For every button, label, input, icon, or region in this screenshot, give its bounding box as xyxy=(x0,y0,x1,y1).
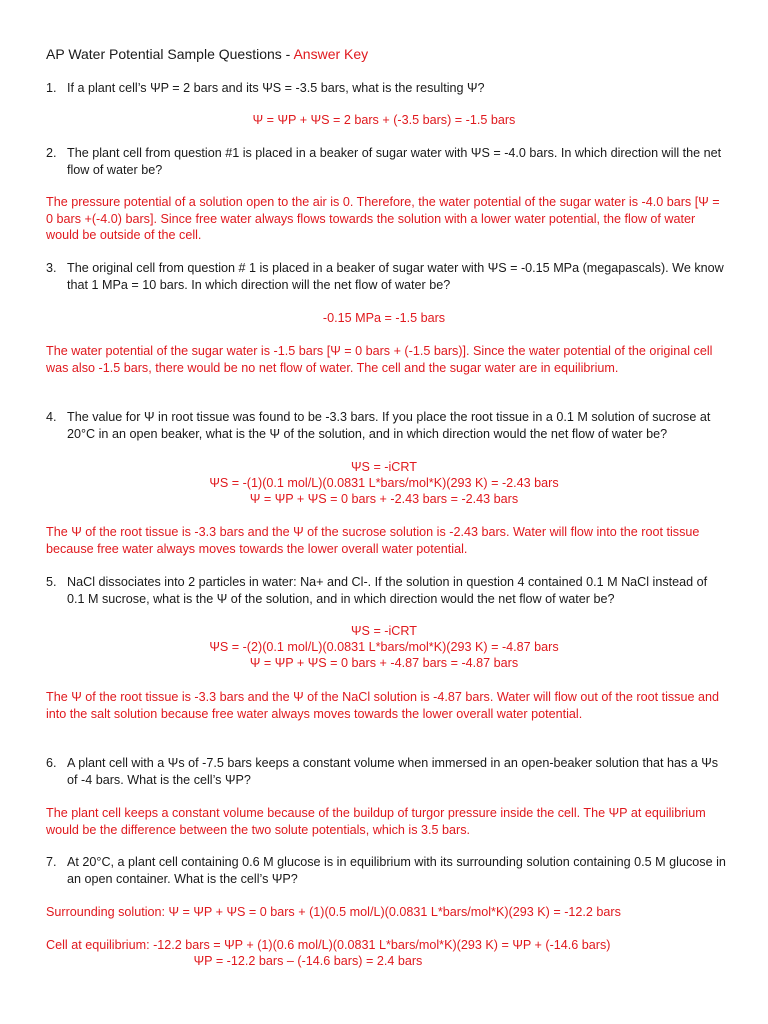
question-6 xyxy=(46,755,726,788)
equation-5c: Ψ = ΨP + ΨS = 0 bars + -4.87 bars = -4.87 bars xyxy=(249,656,519,670)
question-text: NaCl dissociates into 2 particles in water: Na+ and Cl-. If the solution in question 4 contained 0.1 M NaCl instead of 0.1 M sucrose, what is the Ψ of the solution, and in which direction would the net flow of water be? xyxy=(67,575,708,606)
question-number: 7. xyxy=(46,855,57,869)
result-7: ΨP = -12.2 bars – (-14.6 bars) = 2.4 bars xyxy=(193,954,423,968)
equation-5a: ΨS = -iCRT xyxy=(351,624,417,638)
question-7 xyxy=(46,854,726,887)
question-number: 6. xyxy=(46,756,57,770)
question-number: 3. xyxy=(46,261,57,275)
question-text: If a plant cell’s ΨP = 2 bars and its ΨS = -3.5 bars, what is the resulting Ψ? xyxy=(67,81,485,95)
conversion-3: -0.15 MPa = -1.5 bars xyxy=(322,311,446,325)
cell-equilibrium-calc: Cell at equilibrium: -12.2 bars = ΨP + (1)(0.6 mol/L)(0.0831 L*bars/mol*K)(293 K) = ΨP + (-14.6 bars) xyxy=(46,938,611,952)
title-answer-key: Answer Key xyxy=(293,46,369,62)
question-text: The value for Ψ in root tissue was found to be -3.3 bars. If you place the root tissue in a 0.1 M solution of sucrose at 20°C in an open beaker, what is the Ψ of the solution, and in which direction would the net flow of water be? xyxy=(67,410,711,441)
question-text: At 20°C, a plant cell containing 0.6 M glucose is in equilibrium with its surrounding solution containing 0.5 M glucose in an open container. What is the cell’s ΨP? xyxy=(67,855,726,886)
equation-4c: Ψ = ΨP + ΨS = 0 bars + -2.43 bars = -2.43 bars xyxy=(249,492,519,506)
page-title xyxy=(46,46,368,63)
answer-3: The water potential of the sugar water is -1.5 bars [Ψ = 0 bars + (-1.5 bars)]. Since the water potential of the original cell was also -1.5 bars, there would be no net flow of water. The cell and the sugar water are in equilibrium. xyxy=(46,344,713,375)
title-main: AP Water Potential Sample Questions - xyxy=(46,46,294,62)
surrounding-solution-calc: Surrounding solution: Ψ = ΨP + ΨS = 0 bars + (1)(0.5 mol/L)(0.0831 L*bars/mol*K)(293 K) = -12.2 bars xyxy=(46,905,621,919)
answer-6: The plant cell keeps a constant volume because of the buildup of turgor pressure inside the cell. The ΨP at equilibrium would be the difference between the two solute potentials, which is 3.5 bars. xyxy=(46,806,706,837)
question-text: A plant cell with a Ψs of -7.5 bars keeps a constant volume when immersed in an open-beaker solution that has a Ψs of -4 bars. What is the cell’s ΨP? xyxy=(67,756,719,787)
question-text: The original cell from question # 1 is placed in a beaker of sugar water with ΨS = -0.15 MPa (megapascals). We know that 1 MPa = 10 bars. In which direction will the net flow of water be? xyxy=(67,261,724,292)
question-number: 4. xyxy=(46,410,57,424)
question-2 xyxy=(46,145,726,178)
question-4 xyxy=(46,409,726,442)
answer-4: The Ψ of the root tissue is -3.3 bars and the Ψ of the sucrose solution is -2.43 bars. Water will flow into the root tissue because free water always moves towards the lower overall water potential. xyxy=(46,525,700,556)
equation-4b: ΨS = -(1)(0.1 mol/L)(0.0831 L*bars/mol*K)(293 K) = -2.43 bars xyxy=(209,476,559,490)
equation-5b: ΨS = -(2)(0.1 mol/L)(0.0831 L*bars/mol*K)(293 K) = -4.87 bars xyxy=(209,640,559,654)
answer-5: The Ψ of the root tissue is -3.3 bars and the Ψ of the NaCl solution is -4.87 bars. Water will flow out of the root tissue and into the salt solution because free water always moves towards the lower overall water potential. xyxy=(46,690,719,721)
question-number: 2. xyxy=(46,146,57,160)
question-3 xyxy=(46,260,726,293)
answer-2: The pressure potential of a solution open to the air is 0. Therefore, the water potential of the sugar water is -4.0 bars [Ψ = 0 bars +(-4.0) bars]. Since free water always flows towards the solution with a lower water potential, the flow of water would be outside of the cell. xyxy=(46,195,720,243)
question-text: The plant cell from question #1 is placed in a beaker of sugar water with ΨS = -4.0 bars. In which direction will the net flow of water be? xyxy=(67,146,722,177)
question-number: 5. xyxy=(46,575,57,589)
answer-1: Ψ = ΨP + ΨS = 2 bars + (-3.5 bars) = -1.5 bars xyxy=(252,113,516,127)
equation-4a: ΨS = -iCRT xyxy=(351,460,417,474)
question-1 xyxy=(46,80,726,97)
question-5 xyxy=(46,574,726,607)
question-number: 1. xyxy=(46,81,57,95)
